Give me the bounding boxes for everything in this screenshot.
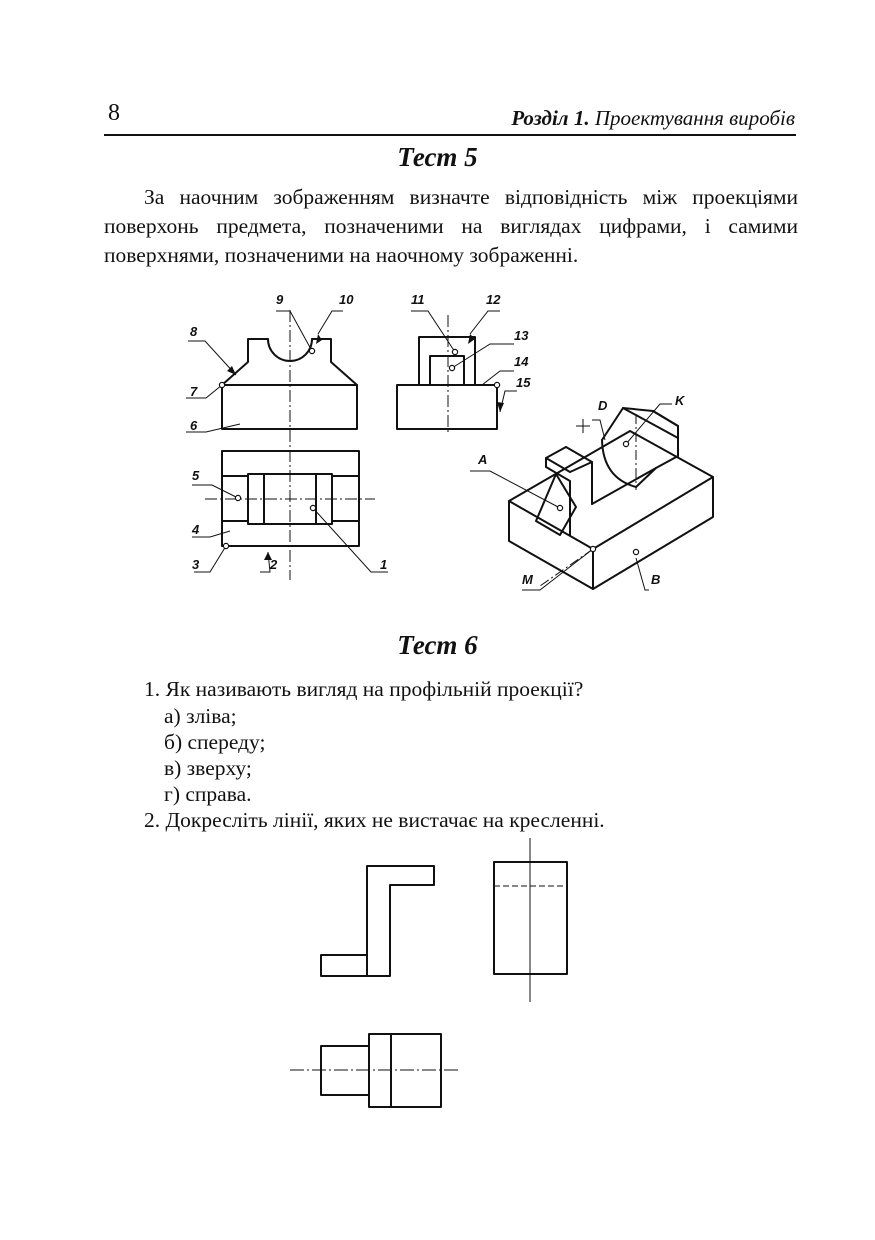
test5-instructions: За наочним зображенням визначте відповідність між проекціями поверхонь предмета, позначеними на виглядах цифрами, і самими поверхнями, позначеними на наочному зображенні. — [104, 185, 798, 267]
label-6: 6 — [190, 418, 198, 433]
label-12: 12 — [486, 292, 501, 307]
side-view — [397, 337, 497, 429]
label-D: D — [598, 398, 608, 413]
label-4: 4 — [192, 522, 200, 537]
label-10: 10 — [339, 292, 354, 307]
isometric-view — [509, 408, 713, 589]
label-2: 2 — [270, 557, 278, 572]
label-13: 13 — [514, 328, 529, 343]
label-K: K — [675, 393, 685, 408]
page-number: 8 — [108, 100, 120, 126]
test5-title: Тест 5 — [397, 142, 478, 172]
label-B: B — [651, 572, 661, 587]
question-1: 1. Як називають вигляд на профільній проекції? — [144, 677, 584, 701]
label-A: A — [478, 452, 488, 467]
label-15: 15 — [516, 375, 531, 390]
label-11: 11 — [411, 292, 425, 307]
test6-l-profile — [321, 866, 434, 976]
test6-title: Тест 6 — [397, 630, 478, 660]
label-3: 3 — [192, 557, 200, 572]
option-b: б) спереду; — [164, 730, 266, 754]
label-14: 14 — [514, 354, 529, 369]
option-d: г) справа. — [164, 782, 252, 806]
label-5: 5 — [192, 468, 200, 483]
label-M: M — [522, 572, 533, 587]
label-1: 1 — [380, 557, 388, 572]
label-8: 8 — [190, 324, 198, 339]
option-a: а) зліва; — [164, 704, 237, 728]
section-label: Розділ 1. — [511, 106, 590, 130]
option-c: в) зверху; — [164, 756, 252, 780]
label-7: 7 — [190, 384, 198, 399]
section-title: Проектування виробів — [594, 106, 795, 130]
question-2: 2. Докресліть лінії, яких не вистачає на кресленні. — [144, 808, 605, 832]
label-9: 9 — [276, 292, 284, 307]
